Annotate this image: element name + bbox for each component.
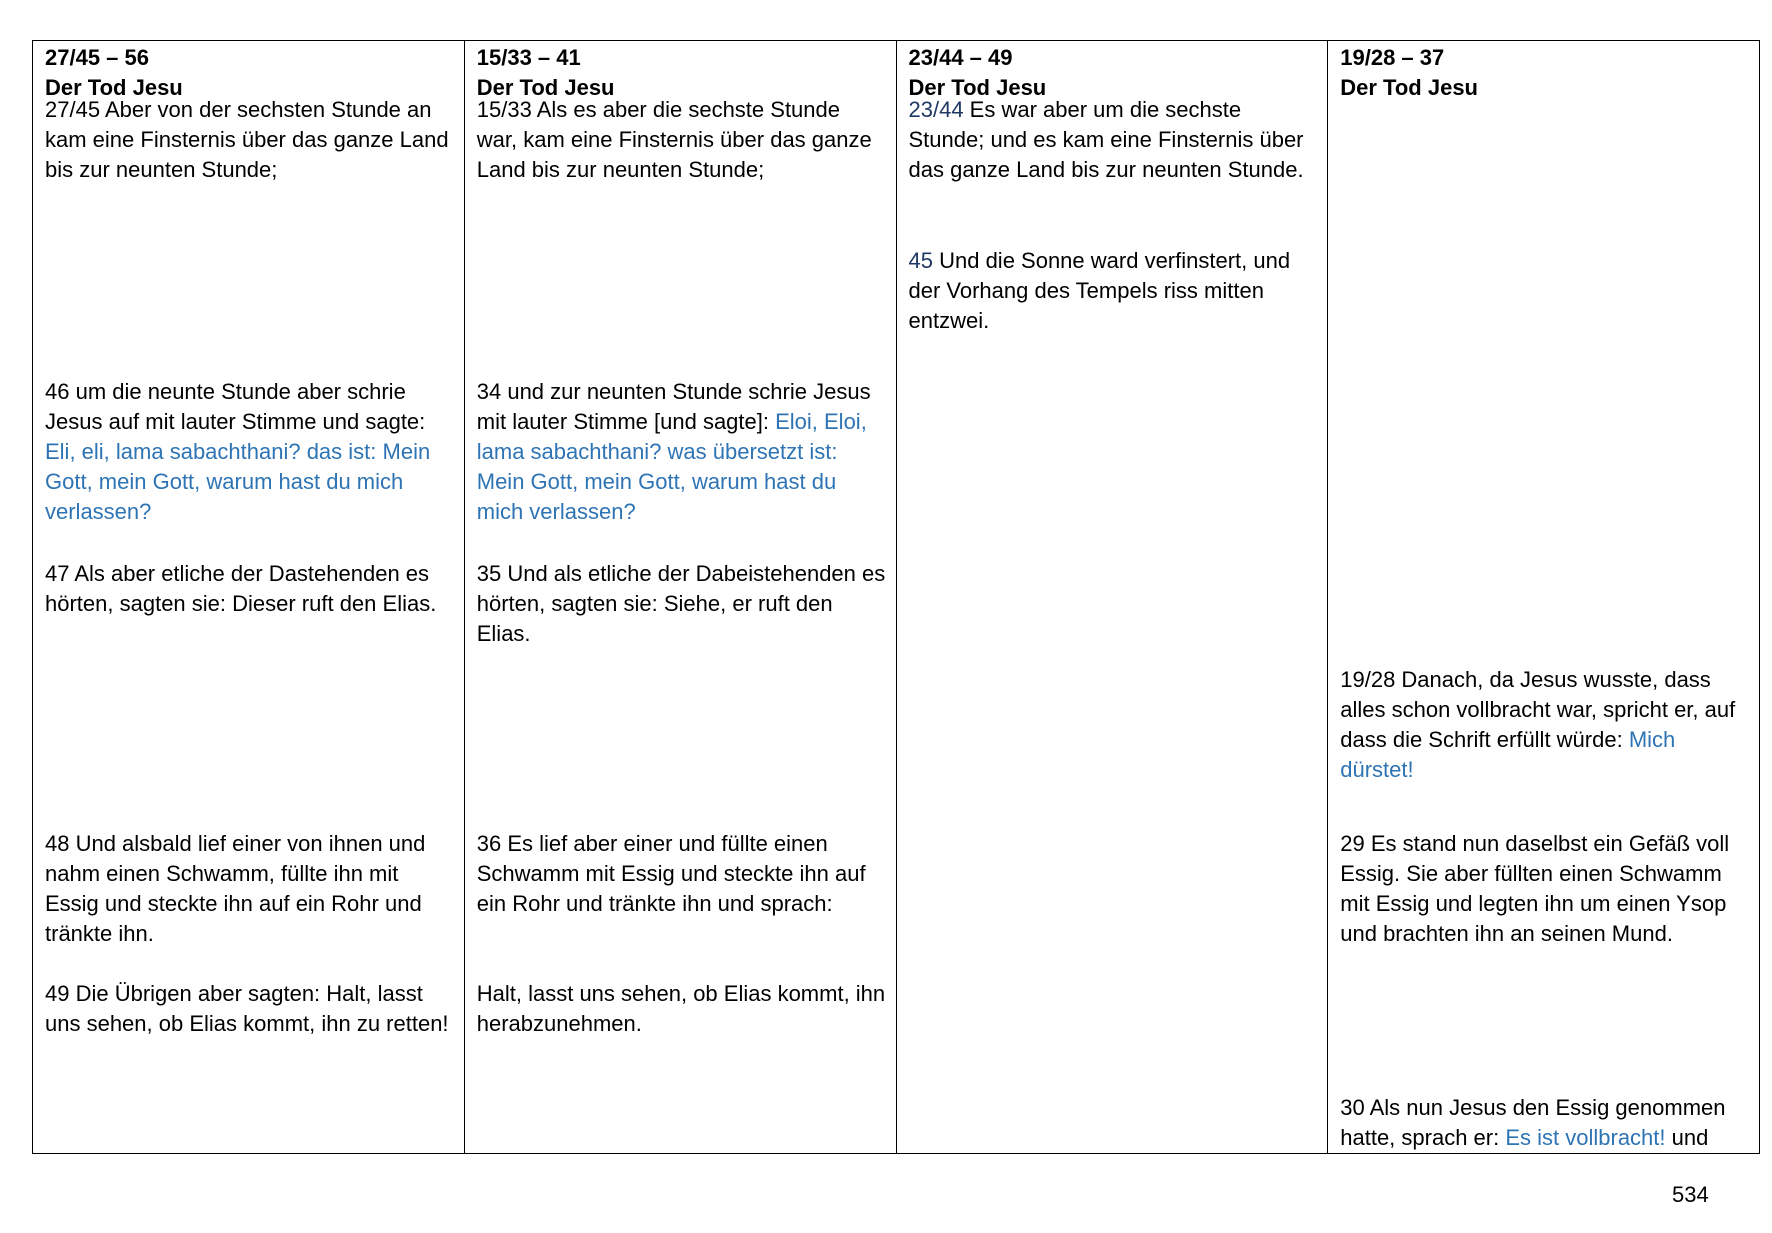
- column-mark: [465, 41, 897, 1153]
- verse-block: [45, 979, 454, 1039]
- verse-text: 34 und zur neunten Stunde schrie Jesus mit lauter Stimme [und sagte]:: [476, 379, 871, 434]
- verse-block: [1340, 1093, 1749, 1153]
- verse-block: [45, 829, 454, 949]
- verse-text: 19/28 Danach, da Jesus wusste, dass alles schon vollbracht war, spricht er, auf dass die Schrift erfüllt würde:: [1340, 667, 1736, 752]
- verse-block: [477, 377, 886, 527]
- verse-text: 47 Als aber etliche der Dastehenden es hörten, sagten sie: Dieser ruft den Elias.: [45, 561, 437, 616]
- column-heading: [477, 43, 615, 103]
- column-title: Der Tod Jesu: [908, 75, 1047, 100]
- verse-block: [1340, 665, 1749, 785]
- verse-block: [45, 95, 454, 185]
- verse-text: Es war aber um die sechste Stunde; und es kam eine Finsternis über das ganze Land bis zur neunten Stunde.: [908, 97, 1304, 182]
- column-heading: [1340, 43, 1478, 103]
- quote-highlight: Eli, eli, lama sabachthani? das ist: Mein Gott, mein Gott, warum hast du mich verlassen?: [45, 439, 431, 524]
- column-john: [1328, 41, 1759, 1153]
- verse-block: [477, 979, 886, 1039]
- verse-block: [909, 95, 1318, 185]
- verse-text: 48 Und alsbald lief einer von ihnen und nahm einen Schwamm, füllte ihn mit Essig und steckte ihn auf ein Rohr und tränkte ihn.: [45, 831, 426, 946]
- verse-number: 45: [908, 248, 933, 273]
- column-matthew: [33, 41, 465, 1153]
- verse-block: [45, 377, 454, 527]
- verse-text: 30 Als nun Jesus den Essig genommen hatte, sprach er:: [1340, 1095, 1726, 1150]
- verse-block: [45, 559, 454, 619]
- column-reference: 19/28 – 37: [1340, 45, 1445, 70]
- column-heading: [45, 43, 183, 103]
- column-title: Der Tod Jesu: [476, 75, 615, 100]
- verse-text: 36 Es lief aber einer und füllte einen Schwamm mit Essig und steckte ihn auf ein Rohr und tränkte ihn und sprach:: [476, 831, 866, 916]
- verse-text: 35 Und als etliche der Dabeistehenden es hörten, sagten sie: Siehe, er ruft den Elias.: [476, 561, 886, 646]
- column-heading: [909, 43, 1047, 103]
- column-title: Der Tod Jesu: [1340, 75, 1478, 100]
- verse-block: [1340, 829, 1749, 949]
- verse-text: 29 Es stand nun daselbst ein Gefäß voll Essig. Sie aber füllten einen Schwamm mit Essig und legten ihn um einen Ysop und brachten ihn an seinen Mund.: [1340, 831, 1730, 946]
- verse-block: [477, 95, 886, 185]
- page-number: 534: [1672, 1182, 1709, 1207]
- verse-text: Und die Sonne ward verfinstert, und der Vorhang des Tempels riss mitten entzwei.: [908, 248, 1291, 333]
- synopsis-table: [32, 40, 1760, 1154]
- verse-block: [477, 559, 886, 649]
- column-title: Der Tod Jesu: [45, 75, 183, 100]
- verse-block: [477, 829, 886, 919]
- verse-text: und: [1665, 1125, 1709, 1150]
- quote-highlight: Es ist vollbracht!: [1505, 1125, 1666, 1150]
- quote-highlight: Mich dürstet!: [1340, 727, 1676, 782]
- column-luke: [897, 41, 1329, 1153]
- verse-text: 46 um die neunte Stunde aber schrie Jesus auf mit lauter Stimme und sagte:: [45, 379, 426, 434]
- column-reference: 15/33 – 41: [476, 45, 581, 70]
- verse-text: Halt, lasst uns sehen, ob Elias kommt, ihn herabzunehmen.: [476, 981, 886, 1036]
- column-reference: 23/44 – 49: [908, 45, 1013, 70]
- quote-highlight: Eloi, Eloi, lama sabachthani? was übersetzt ist: Mein Gott, mein Gott, warum hast du mich verlassen?: [476, 409, 867, 524]
- verse-text: 27/45 Aber von der sechsten Stunde an kam eine Finsternis über das ganze Land bis zur neunten Stunde;: [45, 97, 449, 182]
- column-reference: 27/45 – 56: [45, 45, 149, 70]
- verse-block: [909, 246, 1318, 336]
- verse-text: 49 Die Übrigen aber sagten: Halt, lasst uns sehen, ob Elias kommt, ihn zu retten!: [45, 981, 449, 1036]
- verse-number: 23/44: [908, 97, 964, 122]
- verse-text: 15/33 Als es aber die sechste Stunde war, kam eine Finsternis über das ganze Land bis zur neunten Stunde;: [476, 97, 872, 182]
